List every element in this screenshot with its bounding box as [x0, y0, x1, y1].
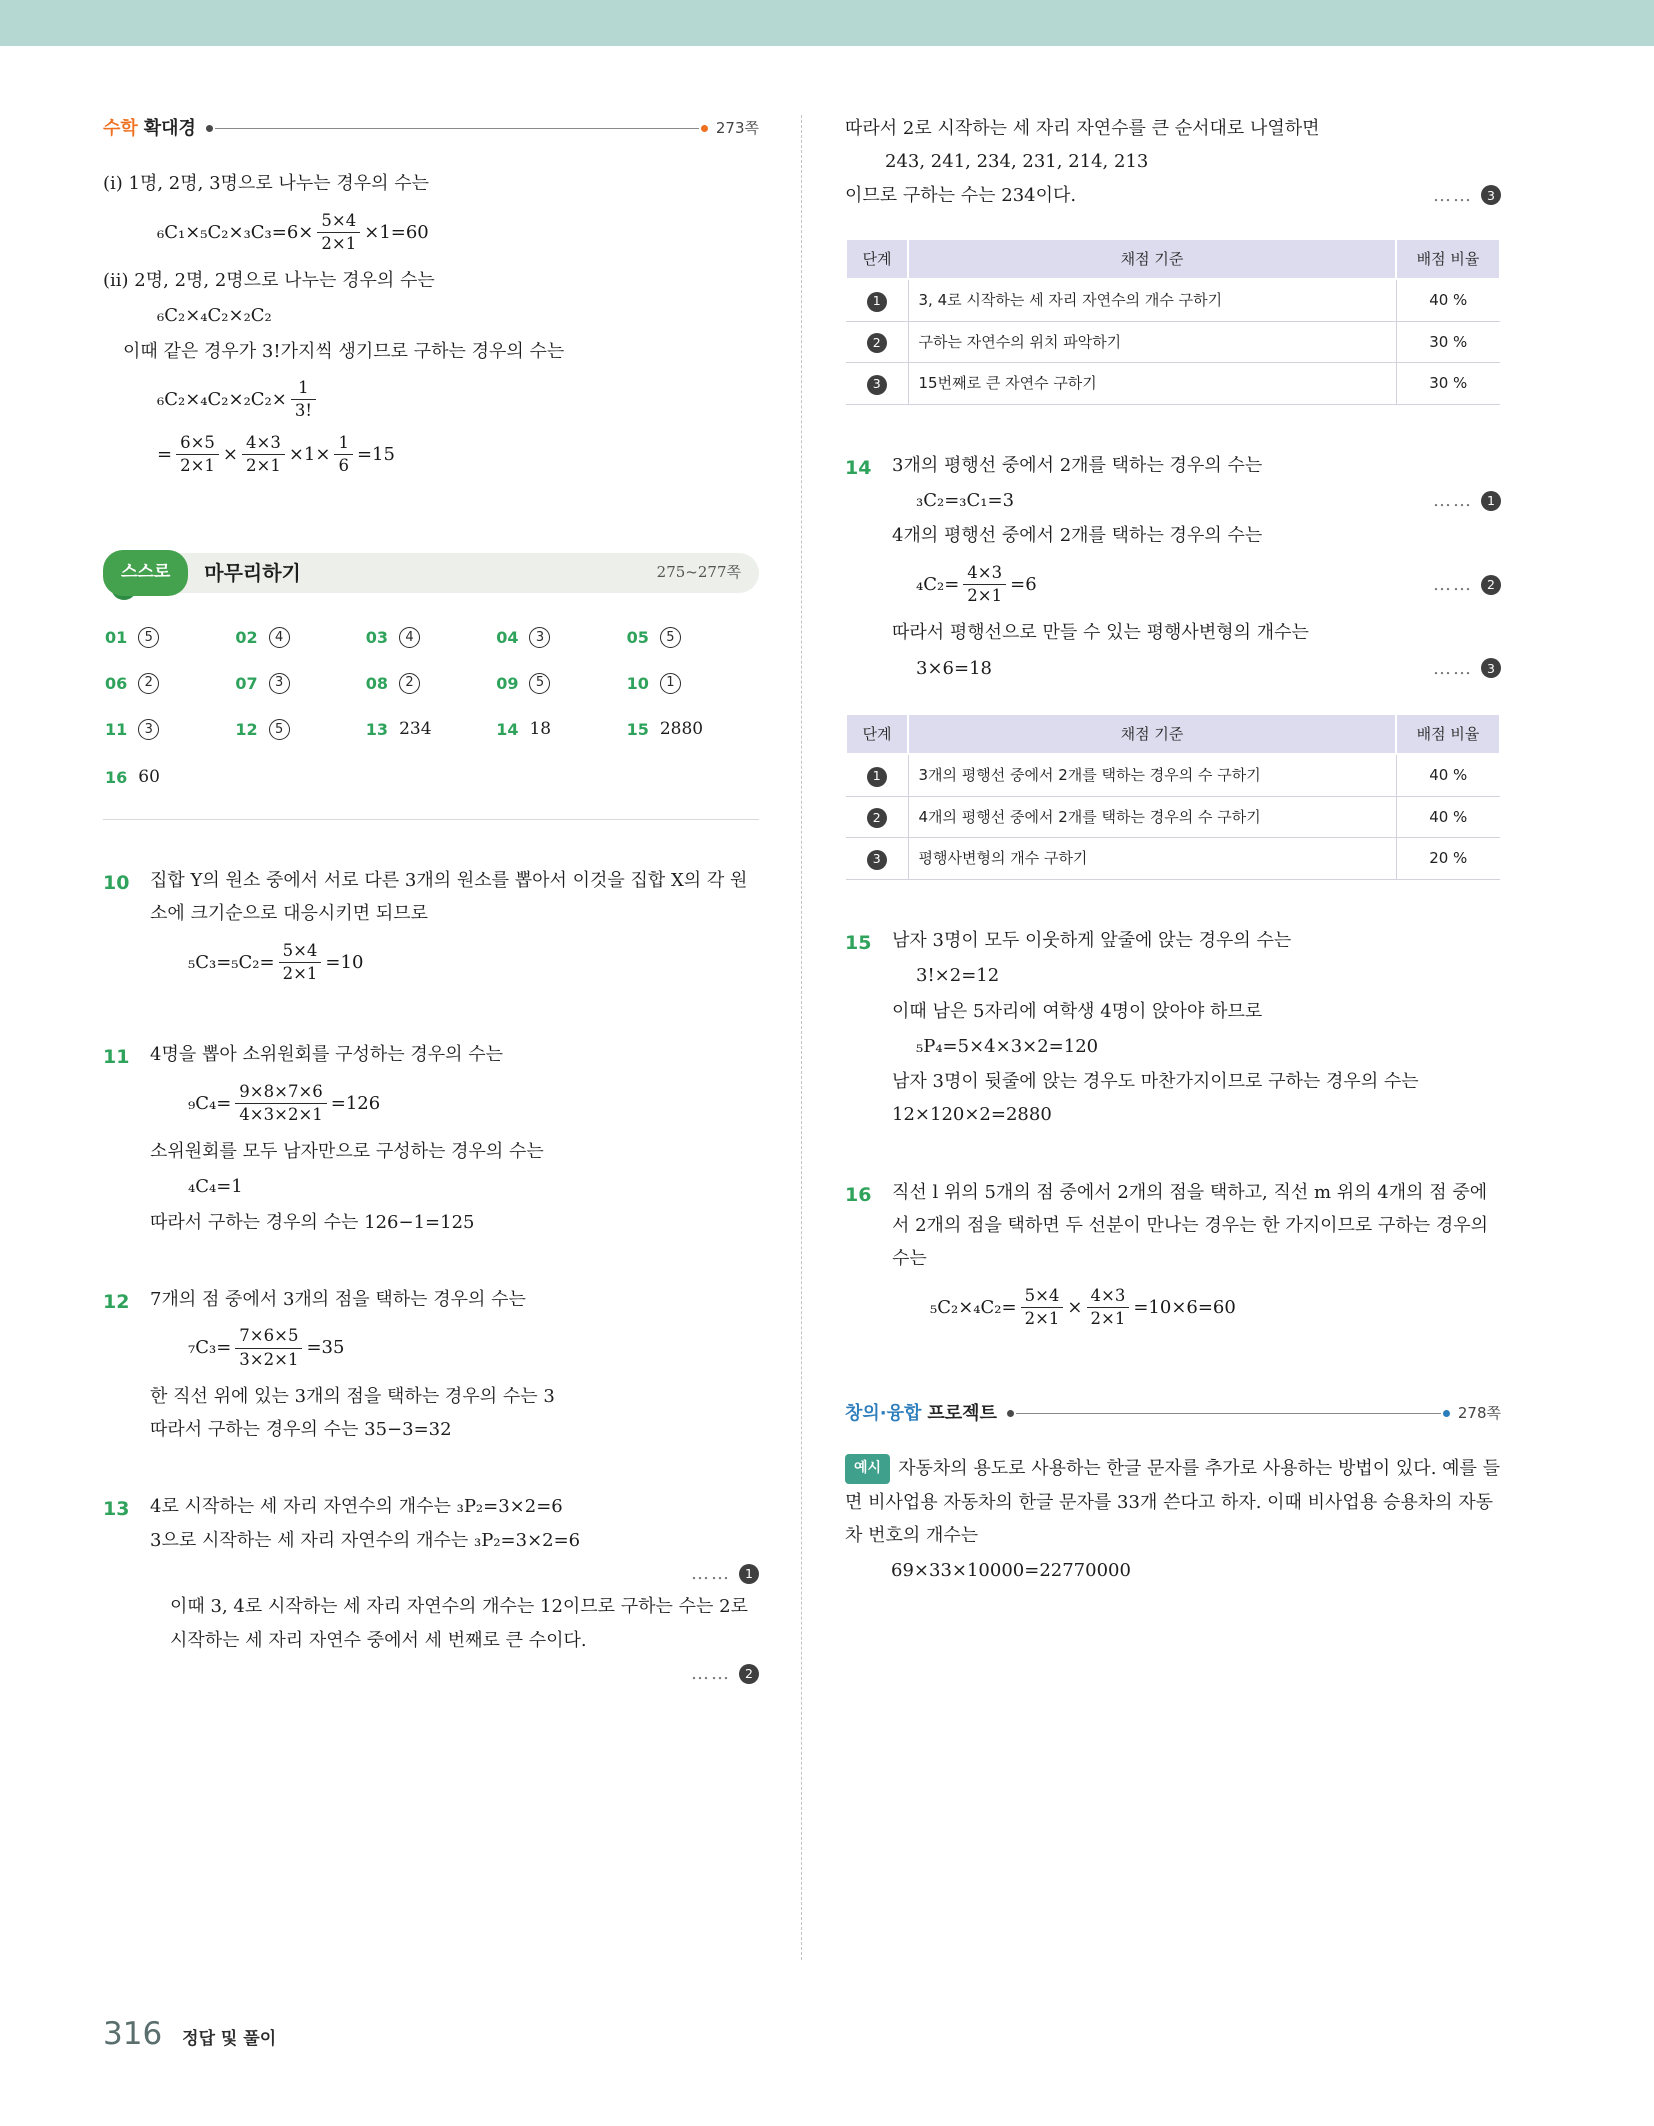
solution-text: 따라서 평행선으로 만들 수 있는 평행사변형의 개수는 — [892, 622, 1309, 644]
circled-answer: 3 — [529, 627, 550, 648]
header-percentage: 배점 비율 — [1396, 714, 1500, 755]
problem-number: 16 — [845, 1183, 872, 1206]
formula: 3×6=18 — [916, 657, 992, 679]
circled-answer: 4 — [269, 627, 290, 648]
solution-text: 남자 3명이 뒷줄에 앉는 경우도 마찬가지이므로 구하는 경우의 수는 12×120×2=2880 — [892, 1071, 1419, 1126]
step-marker: …… 2 — [1433, 568, 1501, 601]
page-reference: 273쪽 — [715, 118, 759, 137]
criteria-cell: 3개의 평행선 중에서 2개를 택하는 경우의 수 구하기 — [908, 754, 1396, 796]
table-row — [846, 279, 1500, 321]
solution-text: 7개의 점 중에서 3개의 점을 택하는 경우의 수는 — [150, 1288, 526, 1310]
answer-cell: 11 3 — [105, 714, 235, 745]
fraction: $\frac{1}{6}$ — [334, 432, 353, 478]
step-circle: 2 — [867, 333, 887, 353]
step-circle: 1 — [1481, 491, 1501, 511]
right-column — [845, 112, 1501, 1590]
step-circle: 3 — [1481, 185, 1501, 205]
column-divider — [801, 115, 802, 1960]
table-row — [846, 754, 1500, 796]
answer-cell: 12 5 — [235, 714, 365, 745]
solution-text: 3개의 평행선 중에서 2개를 택하는 경우의 수는 — [892, 454, 1263, 476]
solution-text: 이므로 구하는 수는 234이다. — [845, 184, 1077, 206]
problem-15 — [845, 924, 1501, 1132]
formula: ₅P₄=5×4×3×2=120 — [916, 1035, 1099, 1057]
step-circle: 3 — [867, 375, 887, 395]
fraction: $\frac{4\times 3}{2\times 1}$ — [963, 562, 1006, 608]
step-circle: 1 — [867, 767, 887, 787]
step-circle: 3 — [867, 850, 887, 870]
creative-project-header — [845, 1397, 1501, 1430]
step-circle: 2 — [867, 808, 887, 828]
solution-text: 따라서 구하는 경우의 수는 126−1=125 — [150, 1211, 475, 1233]
problem-13 — [103, 1490, 759, 1690]
section-title: 확대경 — [143, 118, 196, 139]
header-percentage: 배점 비율 — [1396, 239, 1500, 280]
table-row — [846, 321, 1500, 363]
answer-cell: 16 60 — [105, 762, 235, 793]
circled-answer: 1 — [660, 673, 681, 694]
example-paragraph — [845, 1452, 1501, 1552]
formula-case-ii-b: ₆C₂×₄C₂×₂C₂× $\frac{1}{3!}$ — [157, 377, 759, 423]
circled-answer: 5 — [529, 673, 550, 694]
fraction: $\frac{4\times 3}{2\times 1}$ — [242, 432, 285, 478]
fraction: $\frac{5\times 4}{2\times 1}$ — [1021, 1285, 1064, 1331]
formula: 69×33×10000=22770000 — [891, 1560, 1131, 1582]
step-circle: 2 — [739, 1664, 759, 1684]
step-marker: …… 3 — [1433, 179, 1501, 212]
problem-10 — [103, 864, 759, 994]
solution-text: 이때 3, 4로 시작하는 세 자리 자연수의 개수는 12이므로 구하는 수는 2로 시작하는 세 자리 자연수 중에서 세 번째로 큰 수이다. — [170, 1596, 749, 1651]
selftest-badge: 스스로 — [103, 550, 188, 595]
percentage-cell: 30 % — [1396, 321, 1500, 363]
example-badge: 예시 — [845, 1454, 890, 1484]
step-marker: …… 3 — [1433, 652, 1501, 685]
fraction: $\frac{4\times 3}{2\times 1}$ — [1087, 1285, 1130, 1331]
formula-case-ii-a: ₆C₂×₄C₂×₂C₂ — [157, 305, 272, 327]
criteria-cell: 평행사변형의 개수 구하기 — [908, 838, 1396, 880]
table-header-row — [846, 239, 1500, 280]
answer-value: 18 — [529, 719, 552, 740]
rule-start-dot — [206, 125, 213, 132]
formula: ₅C₃=₅C₂= $\frac{5\times 4}{2\times 1}$ =10 — [188, 940, 759, 986]
case-i-label: (i) 1명, 2명, 3명으로 나누는 경우의 수는 — [103, 173, 429, 195]
selftest-title: 마무리하기 — [204, 560, 301, 585]
circled-answer: 2 — [138, 673, 159, 694]
formula: ₃C₂=₃C₁=3 — [916, 490, 1015, 512]
step-circle: 3 — [1481, 658, 1501, 678]
circled-answer: 5 — [138, 627, 159, 648]
step-marker: …… 1 — [150, 1557, 759, 1590]
rule-start-dot — [1007, 1410, 1014, 1417]
answer-cell: 14 18 — [496, 714, 626, 745]
circled-answer: 2 — [399, 673, 420, 694]
footer-label: 정답 및 풀이 — [182, 2029, 277, 2049]
answer-cell: 10 1 — [627, 669, 757, 699]
answer-value: 60 — [138, 766, 160, 787]
solution-text: 4명을 뽑아 소위원회를 구성하는 경우의 수는 — [150, 1044, 504, 1066]
percentage-cell: 30 % — [1396, 363, 1500, 405]
page-reference: 278쪽 — [1457, 1403, 1501, 1422]
circled-answer: 3 — [138, 719, 159, 740]
step-circle: 2 — [1481, 575, 1501, 595]
solution-text: 4개의 평행선 중에서 2개를 택하는 경우의 수는 — [892, 525, 1263, 547]
fraction: $\frac{6\times 5}{2\times 1}$ — [176, 432, 219, 478]
formula-case-i: ₆C₁×₅C₂×₃C₃=6× $\frac{5\times 4}{2\times 1}$ ×1=60 — [157, 210, 759, 256]
formula: ₉C₄= $\frac{9\times 8\times 7\times 6}{4\times 3\times 2\times 1}$ =126 — [188, 1081, 759, 1127]
fraction: $\frac{9\times 8\times 7\times 6}{4\times 3\times 2\times 1}$ — [235, 1081, 326, 1127]
solution-text: 따라서 2로 시작하는 세 자리 자연수를 큰 순서대로 나열하면 — [845, 118, 1320, 139]
answer-cell: 07 3 — [235, 669, 365, 699]
table-header-row — [846, 714, 1500, 755]
problem-16 — [845, 1176, 1501, 1339]
header-step: 단계 — [846, 714, 908, 755]
fraction: $\frac{7\times 6\times 5}{3\times 2\times 1}$ — [235, 1325, 302, 1371]
table-row — [846, 363, 1500, 405]
solution-text: 남자 3명이 모두 이웃하게 앞줄에 앉는 경우의 수는 — [892, 929, 1292, 951]
case-ii-note: 이때 같은 경우가 3!가지씩 생기므로 구하는 경우의 수는 — [123, 340, 565, 362]
solution-text: 집합 Y의 원소 중에서 서로 다른 3개의 원소를 뽑아서 이것을 집합 X의 각 원소에 크기순으로 대응시키면 되므로 — [150, 870, 748, 925]
header-criteria: 채점 기준 — [908, 714, 1396, 755]
solution-text: 소위원회를 모두 남자만으로 구성하는 경우의 수는 — [150, 1141, 544, 1163]
answer-cell: 08 2 — [366, 669, 496, 699]
formula: ₄C₄=1 — [188, 1176, 243, 1198]
circled-answer: 5 — [269, 719, 290, 740]
math-expansion-header — [103, 112, 759, 145]
formula: ₇C₃= $\frac{7\times 6\times 5}{3\times 2\times 1}$ =35 — [188, 1325, 759, 1371]
circled-answer: 4 — [399, 627, 420, 648]
page-reference: 275~277쪽 — [656, 563, 741, 582]
rule-end-dot — [1443, 1410, 1450, 1417]
problem-number: 15 — [845, 931, 872, 954]
grading-table-2 — [845, 713, 1501, 880]
table-row — [846, 796, 1500, 838]
criteria-cell: 15번째로 큰 자연수 구하기 — [908, 363, 1396, 405]
formula: ₅C₂×₄C₂= $\frac{5\times 4}{2\times 1}$ × $\frac{4\times 3}{2\times 1}$ =10×6=60 — [930, 1285, 1501, 1331]
answer-cell: 15 2880 — [627, 714, 757, 745]
grading-table-1 — [845, 238, 1501, 405]
formula: ₄C₂= $\frac{4\times 3}{2\times 1}$ =6 — [916, 562, 1037, 608]
top-teal-bar — [0, 0, 1654, 46]
percentage-cell: 40 % — [1396, 754, 1500, 796]
section-tag: 수학 — [103, 118, 138, 139]
problem-number: 14 — [845, 456, 872, 479]
solution-text: 이때 남은 5자리에 여학생 4명이 앉아야 하므로 — [892, 1000, 1263, 1022]
formula: 3!×2=12 — [916, 965, 1000, 987]
step-marker: …… 1 — [1433, 484, 1501, 517]
example-text: 자동차의 용도로 사용하는 한글 문자를 추가로 사용하는 방법이 있다. 예를 들면 비사업용 자동차의 한글 문자를 33개 쓴다고 하자. 이때 비사업용 승용차의 자동차 번호의 개수는 — [845, 1458, 1501, 1546]
selftest-header — [103, 553, 759, 593]
problem-number: 13 — [103, 1498, 130, 1521]
fraction: $\frac{5\times 4}{2\times 1}$ — [317, 210, 360, 256]
table-row — [846, 838, 1500, 880]
solution-text: 3으로 시작하는 세 자리 자연수의 개수는 ₃P₂=3×2=6 — [150, 1529, 581, 1551]
step-circle: 1 — [739, 1564, 759, 1584]
fraction: $\frac{5\times 4}{2\times 1}$ — [279, 940, 322, 986]
percentage-cell: 40 % — [1396, 796, 1500, 838]
criteria-cell: 4개의 평행선 중에서 2개를 택하는 경우의 수 구하기 — [908, 796, 1396, 838]
answer-value: 2880 — [659, 719, 704, 740]
answer-value: 234 — [399, 719, 432, 740]
page-number: 316 — [103, 2016, 163, 2052]
solution-text: 직선 l 위의 5개의 점 중에서 2개의 점을 택하고, 직선 m 위의 4개의 점 중에서 2개의 점을 택하면 두 선분이 만나는 경우는 한 가지이므로 구하는 경우의 수는 — [892, 1181, 1489, 1270]
left-column — [103, 112, 759, 1690]
criteria-cell: 구하는 자연수의 위치 파악하기 — [908, 321, 1396, 363]
header-step: 단계 — [846, 239, 908, 280]
page-footer — [103, 2016, 276, 2052]
answer-cell: 01 5 — [105, 623, 235, 653]
percentage-cell: 20 % — [1396, 838, 1500, 880]
answer-cell: 02 4 — [235, 623, 365, 653]
problem-number: 11 — [103, 1046, 130, 1069]
solution-line-with-marker — [845, 179, 1501, 212]
problem-number: 12 — [103, 1290, 130, 1313]
percentage-cell: 40 % — [1396, 279, 1500, 321]
formula-with-marker — [892, 553, 1501, 617]
problem-13-continued — [845, 112, 1501, 212]
problem-number: 10 — [103, 872, 130, 895]
problem-12 — [103, 1283, 759, 1446]
header-rule — [1007, 1410, 1450, 1417]
circled-answer: 3 — [269, 673, 290, 694]
fraction: $\frac{1}{3!}$ — [291, 377, 316, 423]
number-list: 243, 241, 234, 231, 214, 213 — [885, 151, 1149, 173]
step-marker: …… 2 — [150, 1657, 759, 1690]
circled-answer: 5 — [660, 627, 681, 648]
section-title: 프로젝트 — [927, 1403, 997, 1425]
solution-text: 4로 시작하는 세 자리 자연수의 개수는 ₃P₂=3×2=6 — [150, 1496, 563, 1518]
formula-with-marker — [892, 482, 1501, 519]
step-circle: 1 — [867, 292, 887, 312]
header-criteria: 채점 기준 — [908, 239, 1396, 280]
header-rule — [206, 125, 708, 132]
answer-cell: 04 3 — [496, 623, 626, 653]
answer-cell: 13 234 — [366, 714, 496, 745]
answer-cell: 05 5 — [627, 623, 757, 653]
answer-cell: 03 4 — [366, 623, 496, 653]
problem-11 — [103, 1038, 759, 1239]
rule-end-dot — [701, 125, 708, 132]
section-divider — [103, 819, 759, 820]
answer-cell: 06 2 — [105, 669, 235, 699]
criteria-cell: 3, 4로 시작하는 세 자리 자연수의 개수 구하기 — [908, 279, 1396, 321]
formula-with-marker — [892, 650, 1501, 687]
answer-grid — [105, 623, 757, 793]
formula-case-ii-c: = $\frac{6\times 5}{2\times 1}$ × $\frac{4\times 3}{2\times 1}$ ×1× $\frac{1}{6}$ =15 — [157, 432, 759, 478]
section-tag: 창의·융합 — [845, 1403, 922, 1425]
answer-cell: 09 5 — [496, 669, 626, 699]
problem-14 — [845, 449, 1501, 687]
solution-text: 한 직선 위에 있는 3개의 점을 택하는 경우의 수는 3 — [150, 1385, 555, 1407]
case-ii-label: (ii) 2명, 2명, 2명으로 나누는 경우의 수는 — [103, 270, 435, 292]
solution-text: 따라서 구하는 경우의 수는 35−3=32 — [150, 1419, 452, 1441]
